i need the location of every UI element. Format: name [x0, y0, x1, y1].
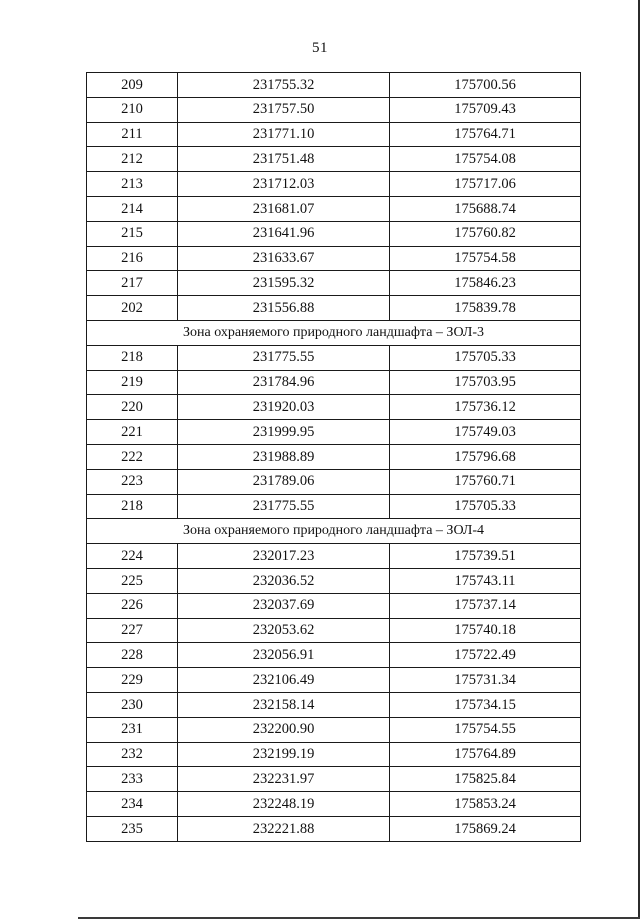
x-coordinate-cell: 231784.96: [178, 370, 390, 395]
table-row: [87, 420, 581, 445]
y-coordinate-cell: 175717.06: [390, 172, 581, 197]
point-number-cell: 234: [87, 792, 178, 817]
table-row: [87, 147, 581, 172]
table-row: [87, 271, 581, 296]
zone-section-row: [87, 519, 581, 544]
y-coordinate-cell: 175705.33: [390, 494, 581, 519]
point-number-cell: 225: [87, 568, 178, 593]
point-number-cell: 231: [87, 717, 178, 742]
x-coordinate-cell: 232248.19: [178, 792, 390, 817]
x-coordinate-cell: 232200.90: [178, 717, 390, 742]
x-coordinate-cell: 231988.89: [178, 444, 390, 469]
table-row: [87, 544, 581, 569]
x-coordinate-cell: 232036.52: [178, 568, 390, 593]
table-row: [87, 172, 581, 197]
table-row: [87, 618, 581, 643]
table-row: [87, 196, 581, 221]
x-coordinate-cell: 231775.55: [178, 494, 390, 519]
y-coordinate-cell: 175869.24: [390, 816, 581, 841]
x-coordinate-cell: 231641.96: [178, 221, 390, 246]
x-coordinate-cell: 231775.55: [178, 345, 390, 370]
y-coordinate-cell: 175839.78: [390, 296, 581, 321]
x-coordinate-cell: 231556.88: [178, 296, 390, 321]
point-number-cell: 211: [87, 122, 178, 147]
point-number-cell: 233: [87, 767, 178, 792]
table-row: [87, 73, 581, 98]
page-number: 51: [312, 40, 328, 56]
point-number-cell: 221: [87, 420, 178, 445]
table-row: [87, 816, 581, 841]
point-number-cell: 220: [87, 395, 178, 420]
x-coordinate-cell: 231757.50: [178, 97, 390, 122]
y-coordinate-cell: 175722.49: [390, 643, 581, 668]
y-coordinate-cell: 175764.71: [390, 122, 581, 147]
y-coordinate-cell: 175743.11: [390, 568, 581, 593]
table-row: [87, 370, 581, 395]
point-number-cell: 213: [87, 172, 178, 197]
table-row: [87, 692, 581, 717]
y-coordinate-cell: 175739.51: [390, 544, 581, 569]
point-number-cell: 209: [87, 73, 178, 98]
point-number-cell: 212: [87, 147, 178, 172]
x-coordinate-cell: 232053.62: [178, 618, 390, 643]
point-number-cell: 226: [87, 593, 178, 618]
point-number-cell: 222: [87, 444, 178, 469]
y-coordinate-cell: 175740.18: [390, 618, 581, 643]
y-coordinate-cell: 175734.15: [390, 692, 581, 717]
table-row: [87, 246, 581, 271]
point-number-cell: 235: [87, 816, 178, 841]
x-coordinate-cell: 231712.03: [178, 172, 390, 197]
zone-section-row: [87, 320, 581, 345]
x-coordinate-cell: 232037.69: [178, 593, 390, 618]
point-number-cell: 227: [87, 618, 178, 643]
table-row: [87, 717, 581, 742]
point-number-cell: 223: [87, 469, 178, 494]
y-coordinate-cell: 175846.23: [390, 271, 581, 296]
x-coordinate-cell: 231751.48: [178, 147, 390, 172]
y-coordinate-cell: 175760.82: [390, 221, 581, 246]
x-coordinate-cell: 231771.10: [178, 122, 390, 147]
point-number-cell: 229: [87, 668, 178, 693]
coordinates-table: [86, 72, 581, 842]
x-coordinate-cell: 232158.14: [178, 692, 390, 717]
table-row: [87, 97, 581, 122]
table-row: [87, 593, 581, 618]
x-coordinate-cell: 231999.95: [178, 420, 390, 445]
point-number-cell: 219: [87, 370, 178, 395]
y-coordinate-cell: 175749.03: [390, 420, 581, 445]
table-row: [87, 296, 581, 321]
y-coordinate-cell: 175736.12: [390, 395, 581, 420]
point-number-cell: 210: [87, 97, 178, 122]
point-number-cell: 230: [87, 692, 178, 717]
x-coordinate-cell: 232056.91: [178, 643, 390, 668]
table-row: [87, 668, 581, 693]
table-row: [87, 122, 581, 147]
zone-section-title: Зона охраняемого природного ландшафта – ЗОЛ-4: [87, 519, 581, 544]
point-number-cell: 215: [87, 221, 178, 246]
y-coordinate-cell: 175754.08: [390, 147, 581, 172]
x-coordinate-cell: 231595.32: [178, 271, 390, 296]
table-row: [87, 792, 581, 817]
y-coordinate-cell: 175737.14: [390, 593, 581, 618]
y-coordinate-cell: 175825.84: [390, 767, 581, 792]
table-row: [87, 221, 581, 246]
x-coordinate-cell: 232199.19: [178, 742, 390, 767]
table-row: [87, 444, 581, 469]
point-number-cell: 218: [87, 345, 178, 370]
coordinates-table-body: [87, 73, 581, 842]
table-row: [87, 395, 581, 420]
x-coordinate-cell: 231681.07: [178, 196, 390, 221]
y-coordinate-cell: 175688.74: [390, 196, 581, 221]
x-coordinate-cell: 232106.49: [178, 668, 390, 693]
x-coordinate-cell: 231633.67: [178, 246, 390, 271]
x-coordinate-cell: 232221.88: [178, 816, 390, 841]
zone-section-title: Зона охраняемого природного ландшафта – ЗОЛ-3: [87, 320, 581, 345]
point-number-cell: 228: [87, 643, 178, 668]
point-number-cell: 217: [87, 271, 178, 296]
x-coordinate-cell: 231755.32: [178, 73, 390, 98]
y-coordinate-cell: 175853.24: [390, 792, 581, 817]
table-row: [87, 742, 581, 767]
y-coordinate-cell: 175796.68: [390, 444, 581, 469]
y-coordinate-cell: 175754.55: [390, 717, 581, 742]
y-coordinate-cell: 175764.89: [390, 742, 581, 767]
y-coordinate-cell: 175705.33: [390, 345, 581, 370]
x-coordinate-cell: 232231.97: [178, 767, 390, 792]
table-row: [87, 345, 581, 370]
x-coordinate-cell: 231789.06: [178, 469, 390, 494]
point-number-cell: 202: [87, 296, 178, 321]
table-row: [87, 643, 581, 668]
x-coordinate-cell: 232017.23: [178, 544, 390, 569]
point-number-cell: 218: [87, 494, 178, 519]
y-coordinate-cell: 175709.43: [390, 97, 581, 122]
table-row: [87, 469, 581, 494]
y-coordinate-cell: 175703.95: [390, 370, 581, 395]
point-number-cell: 224: [87, 544, 178, 569]
y-coordinate-cell: 175760.71: [390, 469, 581, 494]
y-coordinate-cell: 175731.34: [390, 668, 581, 693]
point-number-cell: 214: [87, 196, 178, 221]
table-row: [87, 494, 581, 519]
y-coordinate-cell: 175700.56: [390, 73, 581, 98]
table-row: [87, 767, 581, 792]
point-number-cell: 216: [87, 246, 178, 271]
table-row: [87, 568, 581, 593]
point-number-cell: 232: [87, 742, 178, 767]
x-coordinate-cell: 231920.03: [178, 395, 390, 420]
y-coordinate-cell: 175754.58: [390, 246, 581, 271]
